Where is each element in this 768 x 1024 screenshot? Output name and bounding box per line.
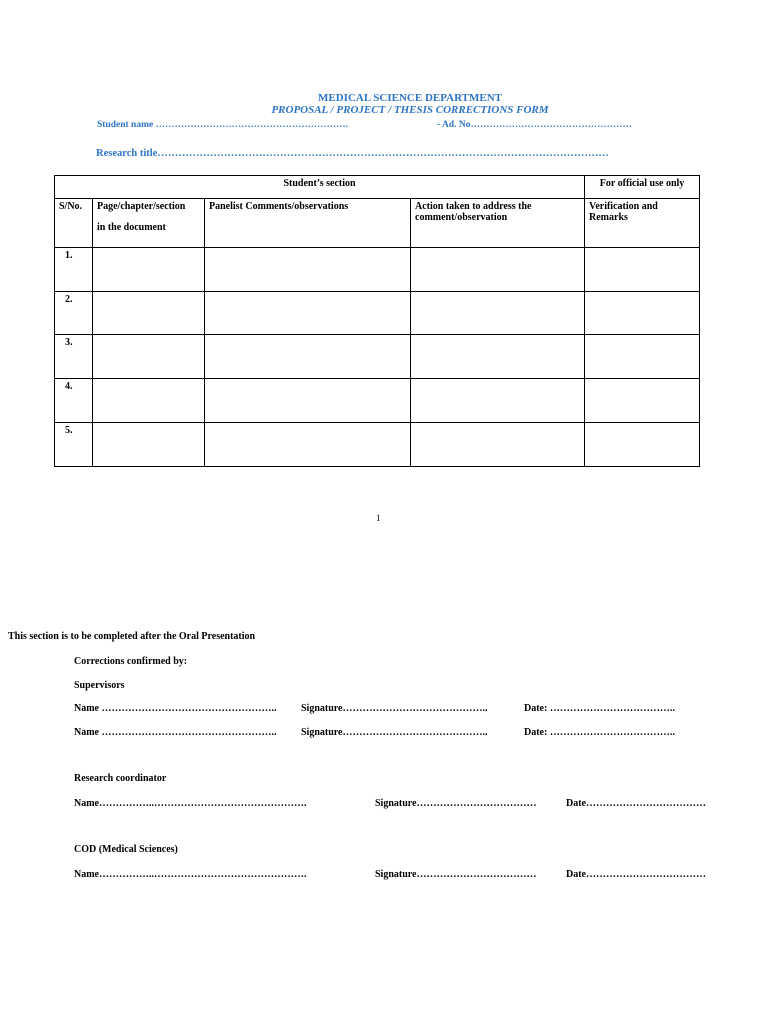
row-cell[interactable] [205,423,411,467]
page-chapter-header-line1: Page/chapter/section [97,201,186,212]
row-cell[interactable] [411,335,585,379]
row-cell[interactable] [585,292,700,335]
row-cell[interactable] [205,248,411,292]
oral-section-intro: This section is to be completed after the Oral Presentation [8,631,256,642]
row-cell[interactable] [93,335,205,379]
table-column-header-row [55,199,700,248]
table-row [55,423,700,467]
row-cell[interactable] [585,248,700,292]
row-number: 5. [55,423,93,467]
table-section-header-row [55,176,700,199]
coordinator-date-field[interactable]: Date……………………………… [566,798,706,809]
supervisor-2-date-field[interactable]: Date: ……………………………….. [524,727,675,738]
panelist-comments-header: Panelist Comments/observations [205,199,411,248]
students-section-header: Student’s section [55,176,585,199]
row-cell[interactable] [205,292,411,335]
row-cell[interactable] [411,292,585,335]
row-cell[interactable] [411,423,585,467]
ad-no-field[interactable]: - Ad. No…………………………………………… [437,120,633,130]
row-cell[interactable] [411,248,585,292]
verification-remarks-header: Verification and Remarks [585,199,700,248]
cod-date-field[interactable]: Date……………………………… [566,869,706,880]
page-chapter-header [93,199,205,248]
research-title-field[interactable]: Research title………………………………………………………………………………………………………………… [96,148,609,159]
cod-signature-field[interactable]: Signature……………………………… [375,869,537,880]
row-cell[interactable] [93,379,205,423]
row-number: 4. [55,379,93,423]
row-cell[interactable] [93,292,205,335]
row-cell[interactable] [93,248,205,292]
research-coordinator-label: Research coordinator [74,773,167,784]
sno-header: S/No. [55,199,93,248]
corrections-confirmed-label: Corrections confirmed by: [74,656,188,667]
supervisor-1-name-field[interactable]: Name …………………………………………….. [74,703,277,714]
row-cell[interactable] [205,335,411,379]
department-title: MEDICAL SCIENCE DEPARTMENT [318,92,502,104]
supervisor-1-signature-field[interactable]: Signature…………………………………….. [301,703,488,714]
row-cell[interactable] [93,423,205,467]
supervisor-1-date-field[interactable]: Date: ……………………………….. [524,703,675,714]
table-row [55,335,700,379]
cod-label: COD (Medical Sciences) [74,844,178,855]
student-name-field[interactable]: Student name ……………………………………………………. [97,120,348,130]
row-number: 1. [55,248,93,292]
corrections-table [54,175,700,467]
row-cell[interactable] [585,423,700,467]
form-title: PROPOSAL / PROJECT / THESIS CORRECTIONS FORM [271,104,549,116]
row-cell[interactable] [585,379,700,423]
cod-name-field[interactable]: Name……………..………………………………………. [74,869,307,880]
row-cell[interactable] [411,379,585,423]
supervisors-label: Supervisors [74,680,125,691]
row-number: 3. [55,335,93,379]
action-taken-header: Action taken to address the comment/observation [411,199,585,248]
row-cell[interactable] [585,335,700,379]
supervisor-2-name-field[interactable]: Name …………………………………………….. [74,727,277,738]
table-row [55,379,700,423]
table-row [55,292,700,335]
page-number: 1 [376,513,381,523]
official-use-header: For official use only [585,176,700,199]
row-cell[interactable] [205,379,411,423]
coordinator-name-field[interactable]: Name……………..………………………………………. [74,798,307,809]
supervisor-2-signature-field[interactable]: Signature…………………………………….. [301,727,488,738]
row-number: 2. [55,292,93,335]
page-chapter-header-line2: in the document [97,222,166,233]
table-row [55,248,700,292]
coordinator-signature-field[interactable]: Signature……………………………… [375,798,537,809]
